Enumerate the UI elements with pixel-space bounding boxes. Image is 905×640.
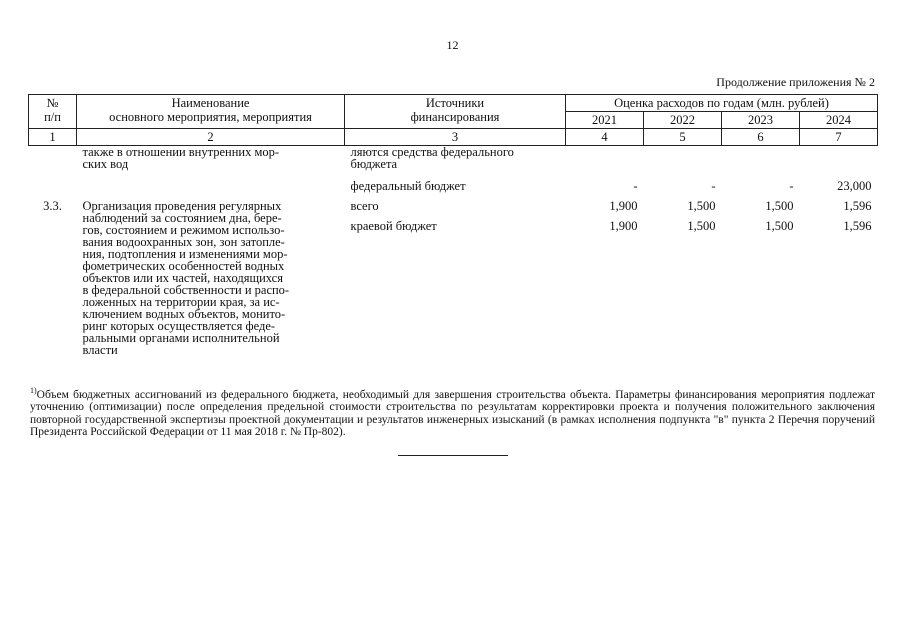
- footnote-mark: 1): [30, 386, 37, 395]
- value-cell: -: [789, 179, 794, 193]
- column-number: 2: [77, 129, 345, 146]
- continued-source-text: ляются средства федерального бюджета: [350, 145, 514, 171]
- value-cell: 1,500: [687, 219, 716, 233]
- value-cell: 1,500: [687, 199, 716, 213]
- header-col-source: Источники финансирования: [345, 95, 566, 129]
- table-row: [29, 146, 878, 171]
- column-number: 1: [29, 129, 77, 146]
- value-cell: -: [633, 179, 638, 193]
- closing-rule: [398, 455, 508, 456]
- column-number: 5: [644, 129, 722, 146]
- header-col-name: Наименование основного мероприятия, мероприятия: [77, 95, 345, 129]
- financing-source: всего: [350, 199, 379, 213]
- header-year: 2021: [566, 112, 644, 129]
- header-col-no: № п/п: [29, 95, 77, 129]
- financing-source: федеральный бюджет: [350, 179, 466, 193]
- table-row: [29, 170, 878, 192]
- column-number: 3: [345, 129, 566, 146]
- value-cell: 1,900: [609, 199, 638, 213]
- expenditure-table: [28, 94, 878, 360]
- column-number: 7: [800, 129, 878, 146]
- header-year: 2024: [800, 112, 878, 129]
- column-number: 6: [722, 129, 800, 146]
- row-number: 3.3.: [43, 199, 62, 213]
- page-number: 12: [446, 38, 459, 52]
- value-cell: 23,000: [837, 179, 872, 193]
- table-row: [29, 192, 878, 212]
- header-year: 2022: [644, 112, 722, 129]
- value-cell: 1,596: [843, 219, 872, 233]
- footnote-text: Объем бюджетных ассигнований из федерального бюджета, необходимый для завершения строительства объекта. Параметры финансирования мероприятия подлежат уточнению (оптимизации) после определения предельной стоимости строительства по результатам корректировки проекта и получения положительного заключения повторной государственной экспертизы проектной документации и результатов инженерных изысканий (в рамках исполнения подпункта "в" пункта 2 Перечня поручений Президента Российской Федерации от 11 мая 2018 г. № Пр-802).: [30, 388, 875, 439]
- value-cell: 1,900: [609, 219, 638, 233]
- column-number: 4: [566, 129, 644, 146]
- continued-name-text: также в отношении внутренних мор- ских вод: [82, 145, 280, 171]
- footnote: [30, 385, 875, 439]
- financing-source: краевой бюджет: [350, 219, 437, 233]
- appendix-continuation-note: Продолжение приложения № 2: [716, 75, 875, 89]
- value-cell: 1,500: [765, 219, 794, 233]
- value-cell: -: [711, 179, 716, 193]
- value-cell: 1,500: [765, 199, 794, 213]
- header-year: 2023: [722, 112, 800, 129]
- header-col-costs: Оценка расходов по годам (млн. рублей): [566, 95, 878, 112]
- value-cell: 1,596: [843, 199, 872, 213]
- activity-name: Организация проведения регулярных наблюдений за состоянием дна, бере- гов, состоянием и режимом использо- вания водоохранных зон, зон затопле- ния, подтопления и изменениями мор- фометрических особенностей водных объектов или их частей, находящихся в федеральной собственности и распо- ложенных на территории края, за ис- ключением водных объектов, монито- ринг которых осуществляется феде- ральными органами исполнительной власти: [82, 199, 290, 357]
